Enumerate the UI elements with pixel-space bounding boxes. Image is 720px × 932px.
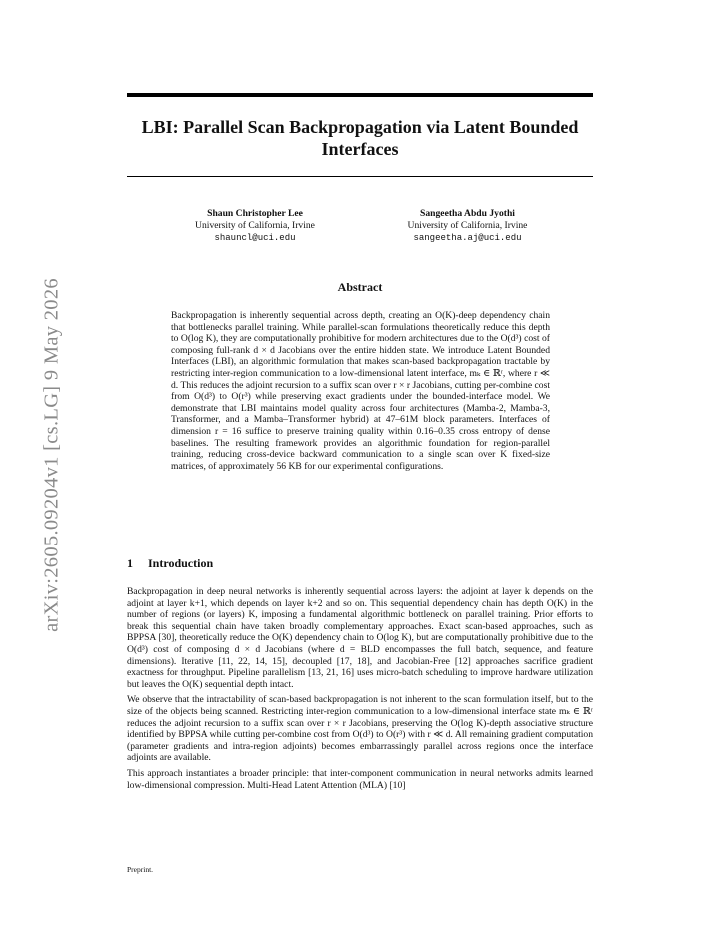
abstract-heading: Abstract [337,280,383,294]
author-name: Shaun Christopher Lee [207,208,303,219]
author-email: sangeetha.aj@uci.edu [413,233,522,243]
author-email: shauncl@uci.edu [214,233,296,243]
body-paragraph: We observe that the intractability of scan-based backpropagation is not inherent to the scan formulation itself, but to the size of the objects being scanned. Restricting inter-region communication to a low-dimensional interface state mₖ ∈ ℝʳ reduces the adjoint recursion to a suffix scan over r × r Jacobians, preserving the O(log K)-depth associative structure identified by BPPSA while cutting per-combine cost from O(d³) to O(r³) with r ≪ d. All remaining gradient computation (parameter gradients and intra-region adjoints) becomes embarrassingly parallel across regions once the interface adjoints are available. [127,694,593,764]
arxiv-identifier: arXiv:2605.09204v1 [cs.LG] 9 May 2026 [40,278,63,632]
paper-title: LBI: Parallel Scan Backpropagation via Latent Bounded Interfaces [141,117,579,159]
author-affiliation: University of California, Irvine [195,220,315,231]
abstract-text: Backpropagation is inherently sequential across depth, creating an O(K)-deep dependency chain that bottlenecks parallel training. While parallel-scan formulations theoretically reduce this depth to O(log K), they are computationally prohibitive for modern architectures due to the O(d³) cost of composing full-rank d × d Jacobians over the entire hidden state. We introduce Latent Bounded Interfaces (LBI), an algorithmic formulation that makes scan-based backpropagation tractable by restricting inter-region communication to a low-dimensional latent interface, mₖ ∈ ℝʳ, where r ≪ d. This reduces the adjoint recursion to a suffix scan over r × r Jacobians, cutting per-combine cost from O(d³) to O(r³) while preserving exact gradients under the bounded-interface model. We demonstrate that LBI maintains model quality across four architectures (Mamba-2, Mamba-3, Transformer, and a Mamba–Transformer hybrid) at 47–61M block parameters. Interfaces of dimension r = 16 suffice to preserve training quality within 0.16–0.35 cross entropy of dense baselines. The resulting framework provides an algorithmic foundation for region-parallel training, reducing cross-device backward communication to a single scan over K fixed-size matrices, of approximately 56 KB for our experimental configurations. [171,310,550,472]
author-block [380,208,555,244]
section-title: Introduction [148,556,214,570]
body-paragraph: Backpropagation in deep neural networks is inherently sequential across layers: the adjoint at layer k depends on the adjoint at layer k+1, which depends on layer k+2 and so on. This sequential dependency chain has depth O(K) in the number of regions (or layers) K, imposing a fundamental algorithmic bottleneck on parallel training. Prior efforts to break this sequential chain have taken broadly complementary approaches. Exact scan-based approaches, such as BPPSA [30], theoretically reduce the O(K) dependency chain to O(log K), but are computationally prohibitive due to the O(d³) cost of composing d × d Jacobians (where d = BLD encompasses the full batch, sequence, and feature dimensions). Iterative [11, 22, 14, 15], decoupled [17, 18], and Jacobian-Free [12] approaches sacrifice gradient exactness for throughput. Pipeline parallelism [13, 21, 16] uses micro-batch scheduling to improve hardware utilization but leaves the O(K) sequential depth intact. [127,586,593,690]
section-body [127,586,593,795]
body-paragraph: This approach instantiates a broader principle: that inter-component communication in neural networks admits learned low-dimensional compression. Multi-Head Latent Attention (MLA) [10] [127,767,593,791]
author-block [170,208,340,244]
title-rule-bottom [127,176,593,177]
title-rule-top [127,93,593,97]
author-affiliation: University of California, Irvine [407,220,528,231]
section-heading [127,556,213,571]
author-name: Sangeetha Abdu Jyothi [420,208,515,219]
section-number: 1 [127,556,133,570]
footer-note: Preprint. [127,865,154,874]
